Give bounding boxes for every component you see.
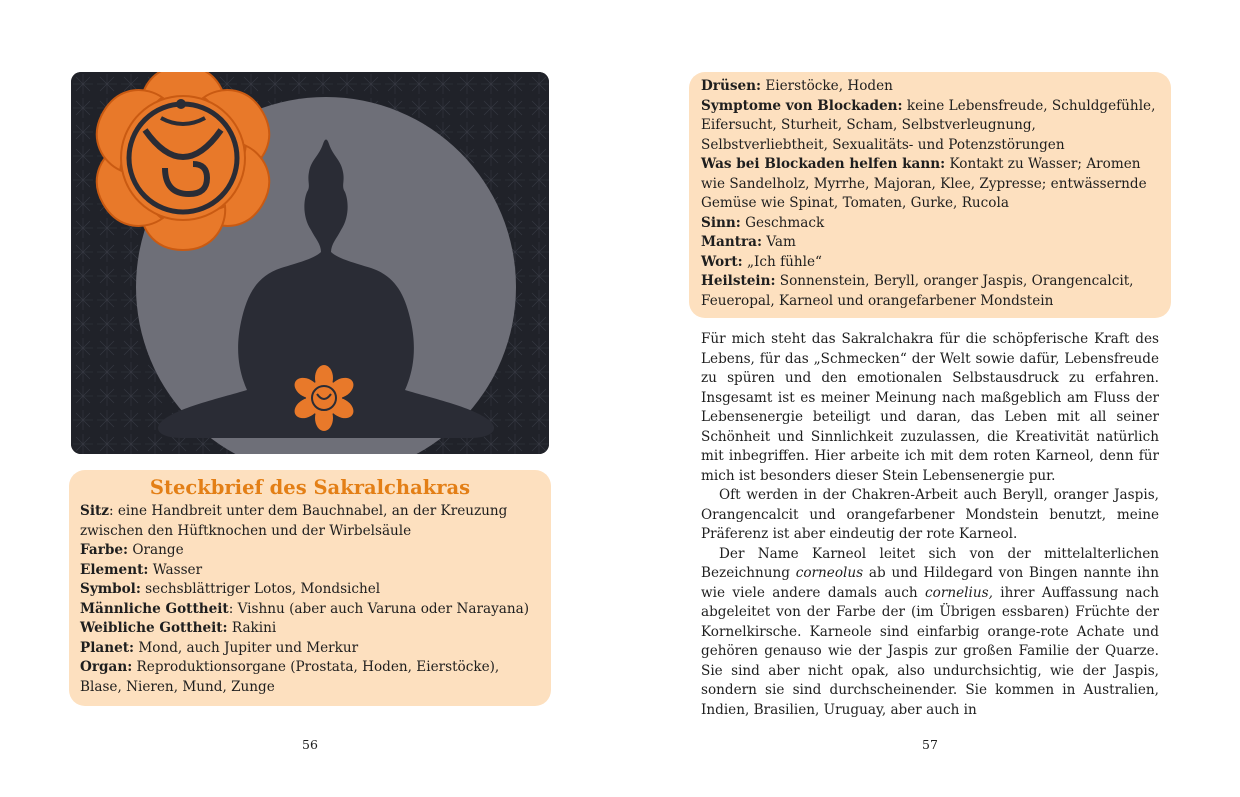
fact-label: Element: — [80, 561, 149, 578]
fact-weibliche-gottheit — [80, 619, 540, 639]
page-number-right: 57 — [922, 737, 938, 752]
fact-label: Planet: — [80, 639, 135, 656]
fact-label: Sitz — [80, 503, 109, 519]
body-text — [701, 330, 1159, 720]
fact-element — [80, 561, 540, 581]
fact-symptome — [701, 97, 1159, 156]
fact-farbe — [80, 541, 540, 561]
fact-text: Mond, auch Jupiter und Merkur — [134, 639, 359, 656]
box-title: Steckbrief des Sakralchakras — [149, 476, 471, 499]
chakra-illustration — [71, 72, 549, 454]
fact-label: Männliche Gottheit — [80, 600, 229, 617]
fact-symbol — [80, 580, 540, 600]
fact-text: Eierstöcke, Hoden — [761, 78, 893, 94]
fact-sinn — [701, 214, 1159, 234]
text-run: ihrer Auffassung nach abgeleitet von der Farbe der (im Übrigen essbaren) Früchte der Kornelkirsche. Karneole sind einfarbig orange-rote Achate und gehören genauso wie der Jaspis zur großen Familie der Quarze. Sie sind aber nicht opak, also undurchsichtig, wie der Jaspis, sondern sie sind durchscheinender. Sie kommen in Australien, Indien, Brasilien, Uruguay, aber auch in — [701, 584, 1159, 718]
fact-label: Mantra: — [701, 234, 763, 250]
fact-text: sechsblättriger Lotos, Mondsichel — [140, 581, 381, 597]
fact-heilstein — [701, 272, 1159, 311]
page-number-left: 56 — [302, 737, 318, 752]
chakra-profile-box — [69, 470, 551, 706]
italic-term: corneolus — [795, 565, 864, 581]
fact-text: keine Lebensfreude, Schuldgefühle, Eifersucht, Sturheit, Scham, Selbstverleugnung, Selbstverliebtheit, Sexualitäts- und Potenzstörungen — [701, 97, 1156, 153]
paragraph: Für mich steht das Sakralchakra für die schöpferische Kraft des Lebens, für das „Schmecken“ der Welt sowie dafür, Lebensfreude zu spüren und den emotionalen Selbstausdruck zu erfahren. Insgesamt ist es meiner Meinung nach maßgeblich am Fluss der Lebensenergie beteiligt und daran, das Leben mit all seiner Schönheit und Sinnlichkeit zuzulassen, die Kreativität natürlich mit inbegriffen. Hier arbeite ich mit dem roten Karneol, denn für mich ist besonders dieser Stein Lebensenergie pur. — [701, 331, 1159, 484]
fact-text: Vam — [762, 234, 796, 250]
fact-text: Geschmack — [740, 214, 825, 231]
fact-mantra — [701, 233, 1159, 253]
fact-text: Rakini — [227, 620, 277, 636]
fact-label: Symbol: — [80, 581, 141, 597]
fact-maennliche-gottheit — [80, 600, 540, 620]
fact-hilfe — [701, 155, 1159, 214]
fact-label: Heilstein: — [701, 273, 776, 289]
fact-label: Organ: — [80, 659, 133, 675]
fact-wort — [701, 253, 1159, 273]
fact-label: Weibliche Gottheit: — [80, 620, 228, 636]
fact-text: Kontakt zu Wasser; Aromen wie Sandelholz, Myrrhe, Majoran, Klee, Zypresse; entwässernde Gemüse wie Spinat, Tomaten, Gurke, Rucola — [701, 156, 1147, 211]
fact-druesen — [701, 77, 1159, 97]
fact-label: Was bei Blockaden helfen kann: — [701, 156, 946, 172]
fact-organ — [80, 658, 540, 697]
fact-label: Drüsen: — [701, 78, 762, 94]
fact-label: Symptome von Blockaden: — [701, 97, 903, 114]
paragraph — [701, 545, 1159, 721]
fact-text: Reproduktionsorgane (Prostata, Hoden, Eierstöcke), Blase, Nieren, Mund, Zunge — [80, 659, 500, 695]
fact-sitz — [80, 502, 540, 541]
fact-text: Wasser — [148, 561, 203, 578]
fact-text: Sonnenstein, Beryll, oranger Jaspis, Orangencalcit, Feueropal, Karneol und orangefarbener Mondstein — [701, 273, 1134, 309]
fact-text: : eine Handbreit unter dem Bauchnabel, an der Kreuzung zwischen den Hüftknochen und der Wirbelsäule — [80, 503, 508, 539]
italic-term: cornelius, — [925, 584, 993, 601]
fact-text: „Ich fühle“ — [742, 253, 822, 270]
fact-label: Farbe: — [80, 542, 129, 558]
chakra-profile-box-continued — [689, 72, 1171, 318]
buddha-chakra-image — [71, 72, 549, 454]
text-run: ab und Hildegard von Bingen nannte ihn wie viele andere damals auch — [701, 565, 1159, 601]
fact-text: Orange — [128, 542, 184, 558]
fact-label: Wort: — [701, 253, 743, 270]
paragraph: Oft werden in der Chakren-Arbeit auch Beryll, oranger Jaspis, Orangencalcit und orangefarbener Mondstein benutzt, meine Präferenz ist aber eindeutig der rote Karneol. — [701, 487, 1159, 542]
fact-label: Sinn: — [701, 214, 741, 231]
fact-planet — [80, 639, 540, 659]
text-run: Der Name Karneol leitet sich von der mittelalterlichen Bezeichnung — [701, 545, 1159, 581]
fact-text: : Vishnu (aber auch Varuna oder Narayana) — [228, 600, 530, 617]
